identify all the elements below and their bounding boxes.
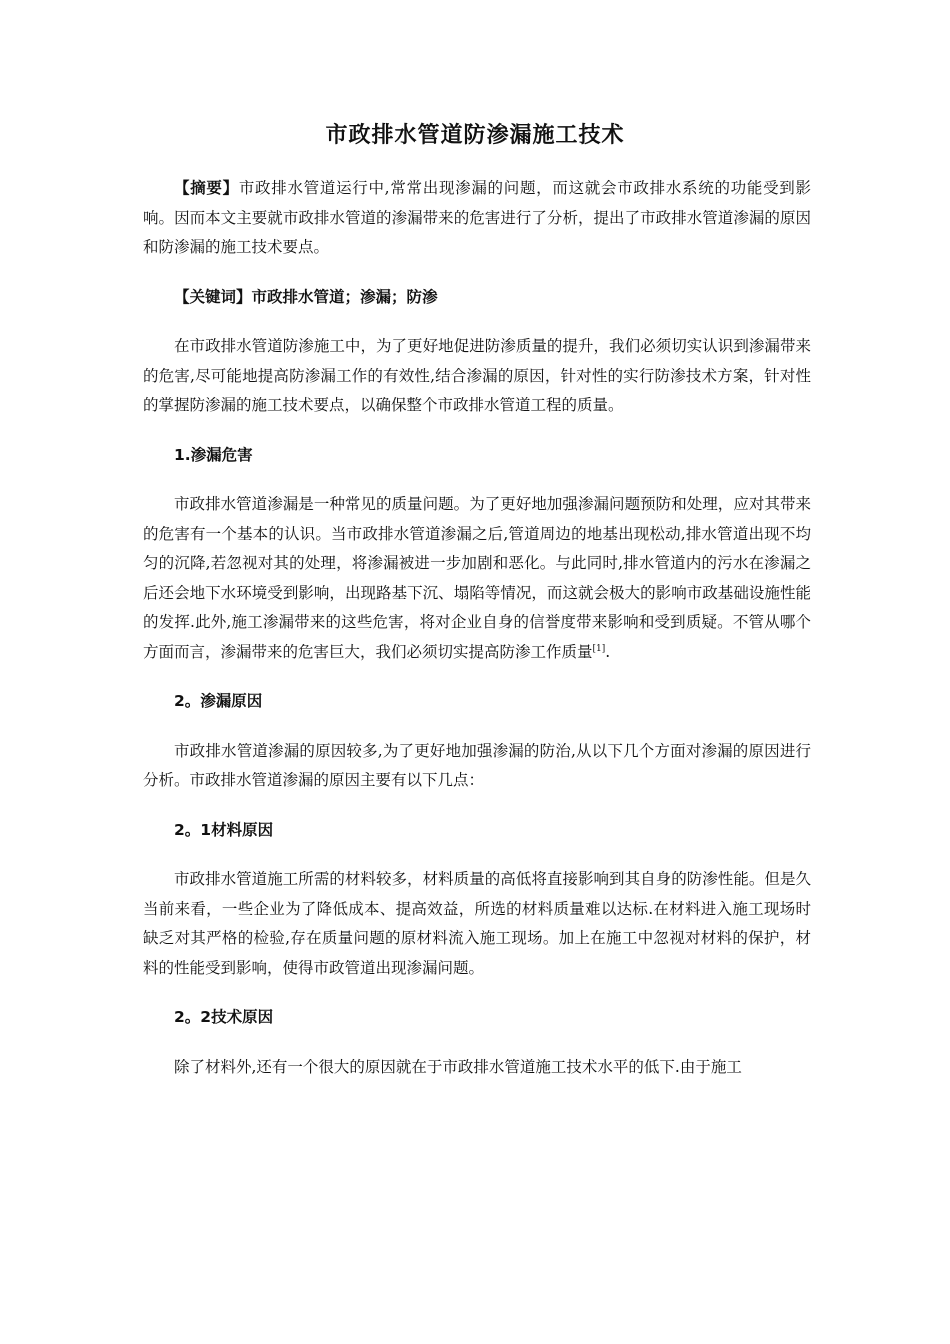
document-title: 市政排水管道防渗漏施工技术 — [325, 123, 625, 148]
section-2-1-heading: 2。1材料原因 — [174, 820, 274, 839]
abstract-label: 【摘要】 — [174, 179, 239, 197]
section-2-1-paragraph: 市政排水管道施工所需的材料较多，材料质量的高低将直接影响到其自身的防渗性能。但是久当前来看，一些企业为了降低成本、提高效益，所选的材料质量难以达标.在材料进入施工现场时缺乏对其严格的检验,存在质量问题的原材料流入施工现场。加上在施工中忽视对材料的保护，材料的性能受到影响，使得市政管道出现渗漏问题。 — [143, 870, 811, 977]
section-2-2-paragraph: 除了材料外,还有一个很大的原因就在于市政排水管道施工技术水平的低下.由于施工 — [174, 1057, 742, 1076]
abstract-paragraph — [143, 174, 811, 263]
section-2-paragraph: 市政排水管道渗漏的原因较多,为了更好地加强渗漏的防治,从以下几个方面对渗漏的原因进行分析。市政排水管道渗漏的原因主要有以下几点： — [143, 741, 811, 789]
abstract-text: 市政排水管道运行中,常常出现渗漏的问题，而这就会市政排水系统的功能受到影响。因而本文主要就市政排水管道的渗漏带来的危害进行了分析，提出了市政排水管道渗漏的原因和防渗漏的施工技术要点。 — [143, 179, 811, 256]
section-1-paragraph — [143, 490, 811, 667]
section-1-heading: 1.渗漏危害 — [174, 445, 253, 464]
section-2-heading: 2。渗漏原因 — [174, 692, 263, 710]
intro-paragraph: 在市政排水管道防渗施工中，为了更好地促进防渗质量的提升，我们必须切实认识到渗漏带来的危害,尽可能地提高防渗漏工作的有效性,结合渗漏的原因，针对性的实行防渗技术方案，针对性的掌握防渗漏的施工技术要点，以确保整个市政排水管道工程的质量。 — [143, 337, 811, 414]
section-2-2-heading: 2。2技术原因 — [174, 1008, 274, 1026]
section-1-end: . — [605, 642, 611, 661]
document-body — [143, 174, 811, 1102]
keywords: 【关键词】市政排水管道；渗漏；防渗 — [174, 287, 438, 306]
citation-mark: [1] — [592, 643, 606, 654]
section-1-text: 市政排水管道渗漏是一种常见的质量问题。为了更好地加强渗漏问题预防和处理，应对其带来的危害有一个基本的认识。当市政排水管道渗漏之后,管道周边的地基出现松动,排水管道出现不均匀的沉降,若忽视对其的处理，将渗漏被进一步加剧和恶化。与此同时,排水管道内的污水在渗漏之后还会地下水环境受到影响，出现路基下沉、塌陷等情况，而这就会极大的影响市政基础设施性能的发挥.此外,施工渗漏带来的这些危害，将对企业自身的信誉度带来影响和受到质疑。不管从哪个方面而言，渗漏带来的危害巨大，我们必须切实提高防渗工作质量 — [143, 495, 811, 661]
